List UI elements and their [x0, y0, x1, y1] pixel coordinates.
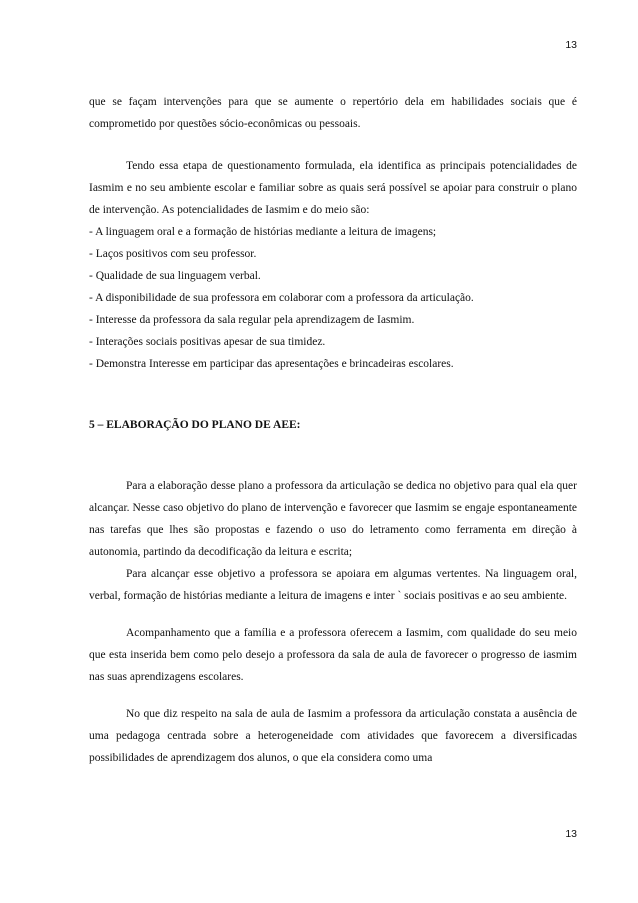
section-heading: 5 – ELABORAÇÃO DO PLANO DE AEE:	[89, 419, 301, 431]
potentialities-list	[89, 221, 577, 375]
paragraph-1: que se façam intervenções para que se aumente o repertório dela em habilidades sociais que é comprometido por questões sócio-econômicas ou pessoais.	[89, 96, 577, 130]
page-number-bottom: 13	[565, 828, 577, 840]
list-item: - Interesse da professora da sala regular pela aprendizagem de Iasmim.	[89, 314, 415, 326]
list-item: - Qualidade de sua linguagem verbal.	[89, 270, 261, 282]
list-item: - Interações sociais positivas apesar de sua timidez.	[89, 336, 326, 348]
paragraph-3: Para a elaboração desse plano a professora da articulação se dedica no objetivo para qual ela quer alcançar. Nesse caso objetivo do plano de intervenção e favorecer que Iasmim se engaje espontaneamente nas tarefas que lhes são propostas e fazendo o uso do letramento como ferramenta em direção à autonomia, partindo da decodificação da leitura e escrita;	[89, 480, 577, 558]
page-number-top: 13	[565, 39, 577, 51]
document-body	[89, 91, 577, 769]
list-item: - Laços positivos com seu professor.	[89, 248, 257, 260]
paragraph-2: Tendo essa etapa de questionamento formulada, ela identifica as principais potencialidades de Iasmim e no seu ambiente escolar e familiar sobre as quais será possível se apoiar para construir o plano de intervenção. As potencialidades de Iasmim e do meio são:	[89, 160, 577, 216]
list-item: - A linguagem oral e a formação de histórias mediante a leitura de imagens;	[89, 226, 437, 238]
list-item: - Demonstra Interesse em participar das apresentações e brincadeiras escolares.	[89, 358, 454, 370]
paragraph-5: Acompanhamento que a família e a professora oferecem a Iasmim, com qualidade do seu meio que esta inserida bem como pelo desejo a professora da sala de aula de favorecer o progresso de iasmim nas suas aprendizagens escolares.	[89, 627, 577, 683]
list-item: - A disponibilidade de sua professora em colaborar com a professora da articulação.	[89, 292, 474, 304]
paragraph-4: Para alcançar esse objetivo a professora se apoiara em algumas vertentes. Na linguagem oral, verbal, formação de histórias mediante a leitura de imagens e inter ` sociais positivas e ao seu ambiente.	[89, 568, 577, 602]
paragraph-6: No que diz respeito na sala de aula de Iasmim a professora da articulação constata a ausência de uma pedagoga centrada sobre a heterogeneidade com atividades que favorecem a diversificadas possibilidades de aprendizagem dos alunos, o que ela considera como uma	[89, 708, 577, 764]
